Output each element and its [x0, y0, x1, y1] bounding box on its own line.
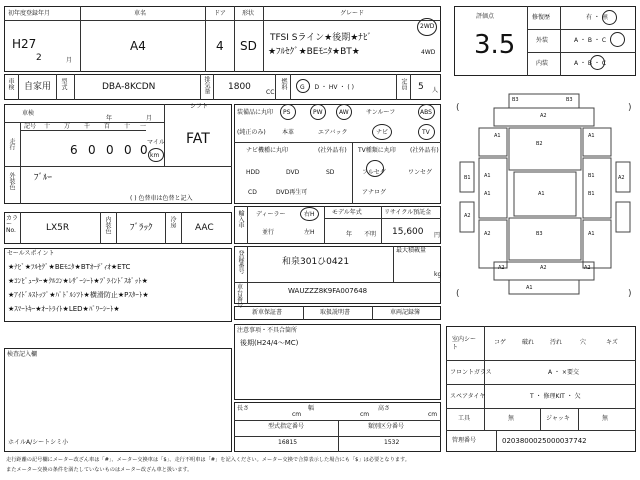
car-diagram — [454, 82, 636, 322]
disp-label: 排気量 — [203, 76, 210, 94]
equip-sub: (純正のみ) — [237, 129, 266, 136]
front-glass-value: A ・ ×要交 — [548, 369, 579, 376]
drive-4wd: 4WD — [421, 49, 436, 56]
class-value: 1532 — [384, 439, 400, 446]
chassis-label: 車台番号 — [237, 284, 244, 309]
diagram-label: A1 — [526, 285, 533, 291]
model-year-unit: 年 — [346, 231, 353, 238]
sales-line: ★ｽﾏｰﾄｷｰ★ｵｰﾄﾗｲﾄ★LED★ﾊﾟﾜｰｼｰﾄ★ — [8, 305, 120, 313]
reg-year: H27 — [12, 37, 37, 51]
footer-line1: 走行距離の記号欄にメーター改ざん車は「#」、メーター交換車は「$」、走行不明車は「#」を記入ください。メーター交換で合算表示した場合にも「$」は必要となります。 — [6, 457, 410, 463]
digit-label: 万 — [64, 123, 71, 130]
max-load-kg: kg — [434, 271, 442, 278]
notes-text: 後期(H24/4〜MC) — [240, 339, 299, 347]
length-label: 長さ — [237, 405, 250, 412]
odometer-digit: 0 — [124, 143, 132, 157]
reg-date-label: 初年度登録年月 — [8, 10, 51, 17]
diagram-label: A1 — [538, 191, 545, 197]
score-label: 評価点 — [476, 13, 495, 20]
digit-label: 記号 — [24, 123, 37, 130]
interior-sheet-label: 室内シート — [452, 336, 477, 352]
sheet-item: 穴 — [580, 339, 587, 346]
sales-line: ★ﾅﾋﾞ★ﾌﾙｾｸﾞ★BEﾓﾆﾀ★BTｵｰﾃﾞｨｵ★ETC — [8, 263, 131, 271]
spare-label: スペアタイヤ — [450, 393, 486, 400]
height-cm: cm — [428, 411, 438, 418]
recycle-yen: 円 — [434, 232, 441, 239]
navi-cd: CD — [248, 189, 257, 196]
shaken-label: 車検 — [22, 110, 35, 117]
recycle-label: リサイクル預託金 — [384, 209, 432, 216]
ext-color-note: ( ) 色替車は色替と記入 — [130, 195, 193, 202]
sheet-item: キズ — [606, 339, 618, 346]
odometer-digit: 6 — [70, 143, 78, 157]
interior-label: 内装 — [536, 60, 549, 67]
grade-line2: ★ﾌﾙｾｸﾞ★BEﾓﾆﾀ★BT★ — [268, 47, 360, 57]
sheet-item: コゲ — [494, 339, 507, 346]
repair-value: 有 ・ 無 — [586, 14, 608, 21]
sales-label: セールスポイント — [7, 250, 55, 257]
equip-item: AW — [339, 109, 349, 116]
equip-item: ABS — [420, 109, 432, 116]
max-load-label: 最大積載量 — [396, 247, 427, 254]
repair-label: 修復歴 — [532, 14, 551, 21]
diagram-label: B1 — [588, 173, 595, 179]
navi-dvd-play: DVD再生可 — [276, 189, 308, 196]
equip-item: サンルーフ — [366, 109, 396, 116]
cc-unit: CC — [266, 89, 275, 96]
width-label: 幅 — [308, 405, 315, 412]
equip-title: 装備品に丸印 — [237, 109, 274, 116]
navi-sd: SD — [326, 169, 335, 176]
model-label: 型式 — [60, 78, 67, 90]
width-cm: cm — [360, 411, 370, 418]
height-label: 高さ — [378, 405, 391, 412]
mile-unit: マイル — [147, 139, 165, 146]
sales-line: ★ｱｲﾄﾞﾙｽﾄｯﾌﾟ★ﾊﾟﾄﾞﾙｼﾌﾄ★横滑防止★Pｽﾀｰﾄ★ — [8, 291, 149, 299]
capacity-unit: 人 — [432, 87, 439, 94]
diagram-label: A1 — [494, 133, 501, 139]
use-value: 自家用 — [24, 82, 52, 92]
grade-line1: TFSI Sライン★後期★ﾅﾋﾞ — [270, 33, 372, 43]
exterior-value: A ・ B ・ C — [574, 37, 607, 44]
diagram-label: A2 — [540, 265, 547, 271]
spare-value: T ・ 修理KIT ・ 欠 — [530, 393, 581, 400]
recycle-value: 15,600 — [392, 227, 424, 237]
exterior-label: 外装 — [536, 37, 549, 44]
diagram-label: A2 — [484, 231, 491, 237]
equip-item: ナビ — [376, 129, 389, 136]
grade-label: グレード — [340, 10, 365, 17]
interior-color: ﾌﾞﾗｯｸ — [130, 223, 153, 233]
diagram-label: A1 — [484, 191, 491, 197]
diagram-label: A1 — [588, 133, 595, 139]
car-name: A4 — [130, 39, 146, 53]
equip-item: エアバック — [318, 129, 348, 136]
sales-line: ★ｺﾝﾋﾟｭｰﾀｰ★ｸﾙｺﾝ★ﾚｻﾞｰｼｰﾄ★ﾌﾞﾗｲﾝﾄﾞｽﾎﾟｯﾄ★ — [8, 277, 148, 285]
digit-label: 一 — [140, 123, 147, 130]
class-label: 類別区分番号 — [368, 423, 405, 430]
import-right: 右H — [304, 211, 315, 218]
ac-label: 冷房 — [169, 216, 176, 228]
plate-value: 和泉301ひ0421 — [282, 257, 350, 267]
manual-label: 取扱説明書 — [320, 309, 351, 316]
tv-title: TV種類に丸印 — [358, 147, 396, 154]
equip-item: 本革 — [282, 129, 295, 136]
import-label: 輸入車 — [237, 210, 244, 228]
record-label: 車両記録簿 — [390, 309, 421, 316]
capacity: 5 — [418, 82, 424, 92]
score-value: 3.5 — [474, 30, 516, 60]
ext-color-label: 外装色 — [8, 172, 15, 190]
type-label: 型式指定番号 — [268, 423, 305, 430]
drive-2wd: 2WD — [420, 23, 435, 30]
reg-month: 2 — [36, 53, 42, 63]
door-label: ドア — [214, 10, 226, 17]
km-unit: km — [150, 152, 160, 159]
warranty-label: 新車保証書 — [252, 309, 283, 316]
tools-value: 無 — [508, 415, 515, 422]
model-year-label: モデル年式 — [332, 209, 362, 216]
navi-hdd: HDD — [246, 169, 260, 176]
diagram-label: B3 — [512, 97, 519, 103]
odometer-digit: 0 — [106, 143, 114, 157]
odometer-digit: 0 — [140, 143, 148, 157]
navi-dvd: DVD — [286, 169, 300, 176]
tv-analog: アナログ — [362, 189, 387, 196]
tv-oneseg: ワンセグ — [408, 169, 433, 176]
reg-month-unit: 月 — [66, 57, 73, 64]
diagram-label: B3 — [536, 231, 543, 237]
tv-fullseg: フルセグ — [362, 169, 386, 176]
navi-title: ナビ機種に丸印 — [246, 147, 289, 154]
shaken-year-unit: 年 — [106, 115, 113, 122]
diagram-paren: ) — [628, 103, 632, 113]
mgmt-label: 管理番号 — [452, 437, 477, 444]
diagram-label: B1 — [588, 191, 595, 197]
displacement: 1800 — [228, 82, 251, 92]
interior-value: A ・ B ・ C — [574, 60, 607, 67]
sheet-item: 汚れ — [550, 339, 563, 346]
ext-color-value: ﾌﾞﾙｰ — [34, 173, 53, 183]
type-value: 16815 — [278, 439, 298, 446]
notes-label: 注意事項・不具合箇所 — [237, 327, 298, 334]
shift-value: FAT — [186, 131, 210, 147]
diagram-label: A2 — [618, 175, 625, 181]
model-value: DBA-8KCDN — [102, 82, 156, 92]
diagram-label: A2 — [584, 265, 591, 271]
diagram-label: B3 — [566, 97, 573, 103]
body-shape: SD — [240, 39, 257, 53]
front-glass-label: フロントガラス — [450, 369, 492, 376]
interior-color-label: 内装色 — [104, 216, 111, 234]
diagram-paren: ( — [456, 289, 460, 299]
equip-item: PW — [313, 109, 323, 116]
shaken-kind-label: 車検 — [7, 78, 14, 90]
color-no: LX5R — [46, 223, 70, 233]
digit-label: 千 — [84, 123, 91, 130]
shift-label: シフト — [190, 103, 209, 110]
tools-label: 工具 — [458, 415, 471, 422]
import-left: 左H — [304, 229, 315, 236]
equip-item: PS — [283, 109, 291, 116]
diagram-label: B1 — [464, 175, 471, 181]
chassis-value: WAUZZZ8K9FA007648 — [288, 287, 368, 295]
length-cm: cm — [292, 411, 302, 418]
jack-value: 無 — [602, 415, 609, 422]
fuel-value: G ・ D ・ HV ・ ( ) — [300, 84, 354, 91]
capacity-label: 定員 — [400, 78, 407, 90]
diagram-paren: ( — [456, 103, 460, 113]
run-label: 走行 — [8, 138, 15, 150]
mgmt-value: 0203800025000037742 — [502, 437, 587, 445]
plate-label: 登録番号 — [237, 250, 244, 274]
inspector-note: ホイルA/シートシミ小 — [8, 439, 69, 446]
import-parallel: 並行 — [262, 229, 275, 236]
footer-line2: またメーター交換の条件を満たしていないものはメーター改ざん車と扱います。 — [6, 467, 193, 473]
diagram-label: A2 — [464, 213, 471, 219]
diagram-label: A2 — [498, 265, 505, 271]
navi-note: (社外品有) — [318, 147, 347, 154]
import-dealer: ディーラー — [256, 211, 286, 218]
doors: 4 — [216, 39, 224, 53]
sheet-item: 破れ — [522, 339, 535, 346]
digit-label: 百 — [104, 123, 111, 130]
diagram-label: A2 — [540, 113, 547, 119]
diagram-paren: ) — [628, 289, 632, 299]
jack-label: ジャッキ — [546, 415, 570, 422]
color-no-label: カラー No. — [6, 215, 19, 234]
tv-note: (社外品有) — [410, 147, 439, 154]
inspector-label: 検査記入欄 — [7, 351, 38, 358]
fuel-label: 燃料 — [280, 78, 287, 90]
ac-value: AAC — [195, 223, 214, 233]
car-name-label: 車名 — [134, 10, 147, 17]
diagram-label: B2 — [536, 141, 543, 147]
odometer-digit: 0 — [88, 143, 96, 157]
shaken-month-unit: 月 — [146, 115, 153, 122]
digit-label: 十 — [44, 123, 51, 130]
equip-item: TV — [422, 129, 430, 136]
model-year-unknown: 不明 — [364, 231, 377, 238]
diagram-label: A1 — [484, 173, 491, 179]
shape-label: 形状 — [242, 10, 255, 17]
digit-label: 十 — [124, 123, 131, 130]
diagram-label: A1 — [588, 231, 595, 237]
